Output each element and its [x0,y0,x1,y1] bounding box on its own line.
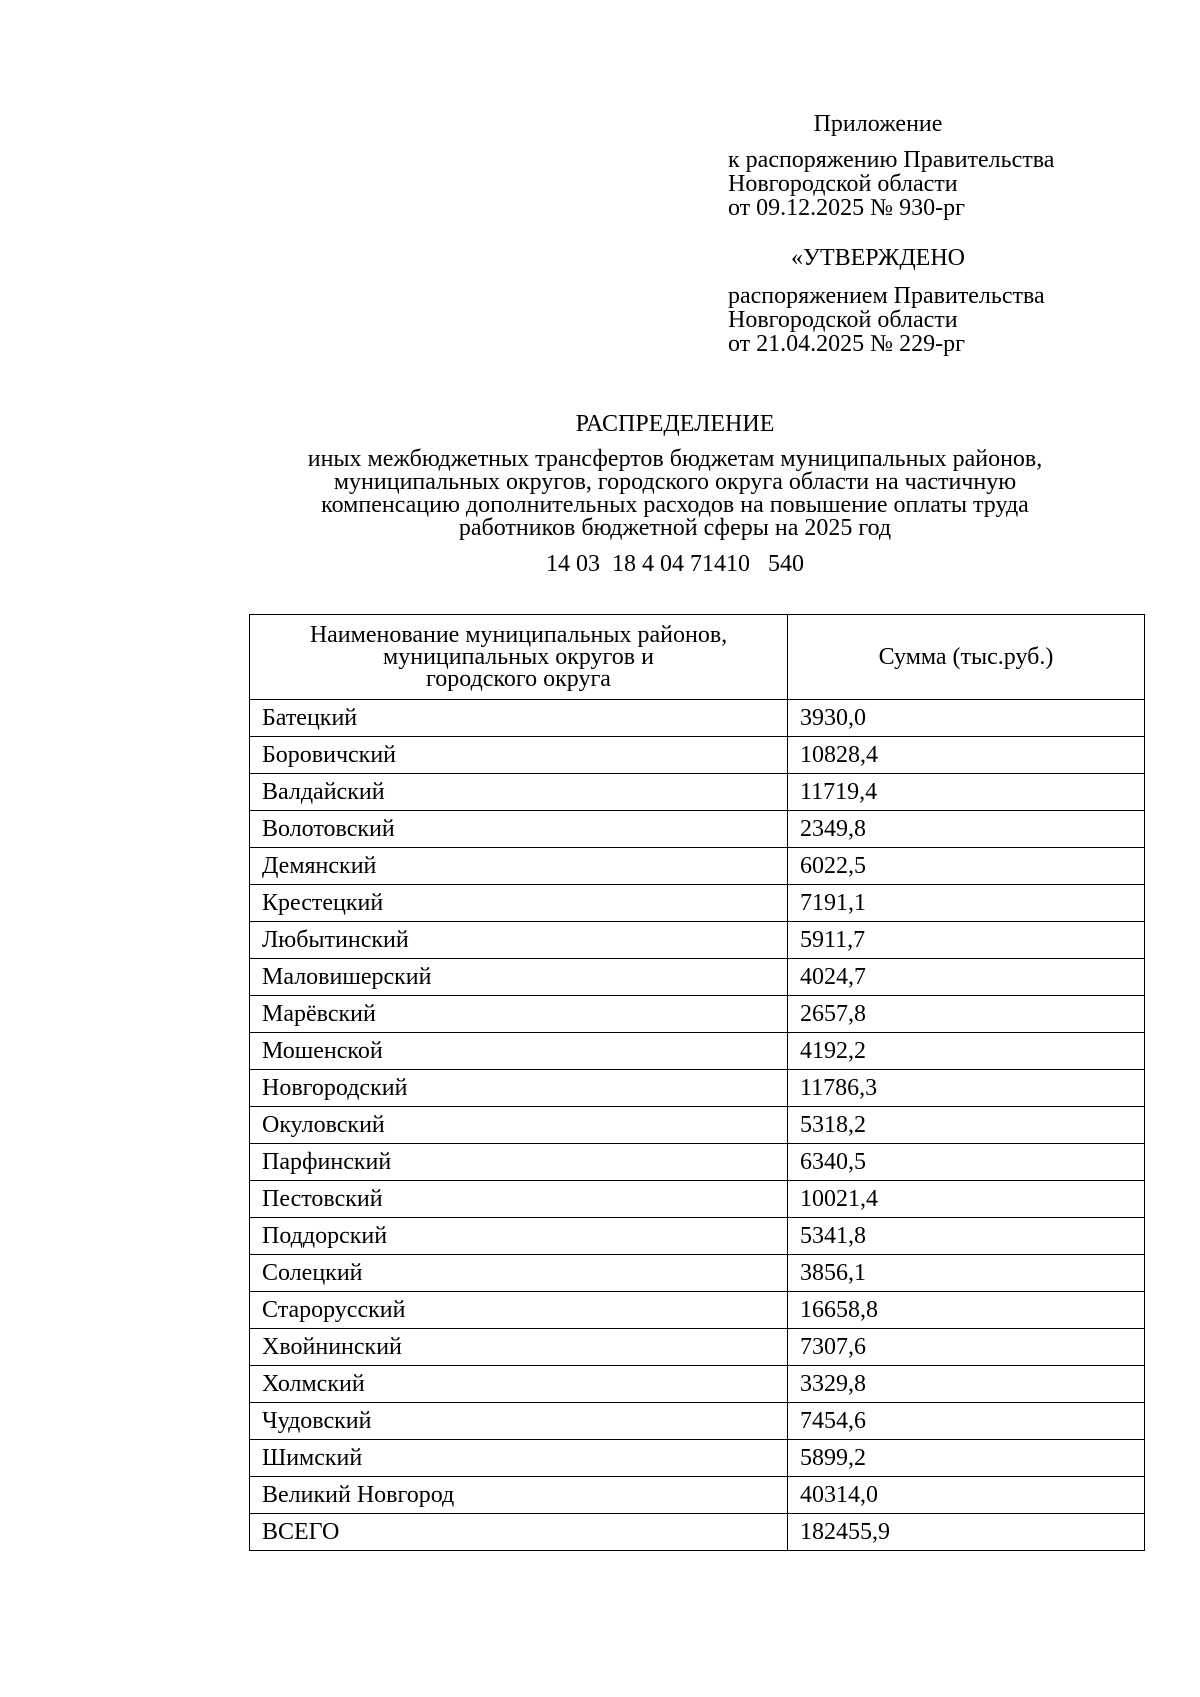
amount-cell: 10021,4 [788,1181,1145,1218]
table-row [250,1218,1145,1255]
appendix-line: Новгородской области [728,171,958,197]
municipality-name-cell: Демянский [250,848,788,885]
amount-cell: 10828,4 [788,737,1145,774]
table-row [250,996,1145,1033]
municipality-name-cell: Мошенской [250,1033,788,1070]
amount-cell: 11719,4 [788,774,1145,811]
appendix-line: от 09.12.2025 № 930-рг [728,195,965,221]
table-row [250,774,1145,811]
table-row [250,1514,1145,1551]
amount-cell: 6022,5 [788,848,1145,885]
amount-cell: 16658,8 [788,1292,1145,1329]
table-row [250,1440,1145,1477]
amount-cell: 3329,8 [788,1366,1145,1403]
table-row [250,1366,1145,1403]
amount-cell: 5341,8 [788,1218,1145,1255]
amount-cell: 3930,0 [788,700,1145,737]
amount-cell: 7454,6 [788,1403,1145,1440]
table-row [250,1255,1145,1292]
amount-cell: 5911,7 [788,922,1145,959]
table-row [250,1329,1145,1366]
approved-title: «УТВЕРЖДЕНО [790,245,966,271]
table-row [250,811,1145,848]
municipality-name-cell: Маловишерский [250,959,788,996]
table-row [250,959,1145,996]
amount-cell: 40314,0 [788,1477,1145,1514]
municipality-name-cell: Великий Новгород [250,1477,788,1514]
column-header-name [250,615,788,700]
table-row [250,1181,1145,1218]
amount-cell: 7307,6 [788,1329,1145,1366]
municipality-name-cell: Любытинский [250,922,788,959]
table-row [250,848,1145,885]
amount-cell: 3856,1 [788,1255,1145,1292]
municipality-name-cell: Батецкий [250,700,788,737]
municipality-name-cell: Волотовский [250,811,788,848]
amount-cell: 11786,3 [788,1070,1145,1107]
amount-cell: 4192,2 [788,1033,1145,1070]
municipality-name-cell: Новгородский [250,1070,788,1107]
subtitle-line: иных межбюджетных трансфертов бюджетам муниципальных районов, [307,446,1043,472]
table-row [250,922,1145,959]
table-header-row [250,615,1145,700]
approved-block [728,242,1168,356]
table-row [250,737,1145,774]
document-title: РАСПРЕДЕЛЕНИЕ [575,411,775,437]
amount-cell: 5318,2 [788,1107,1145,1144]
approved-line: Новгородской области [728,307,958,333]
column-header-name-line: муниципальных округов и [383,644,654,670]
table-row [250,1477,1145,1514]
document-heading [230,412,1120,576]
municipality-name-cell: Холмский [250,1366,788,1403]
appendix-block [728,108,1168,220]
table-row [250,700,1145,737]
municipality-name-cell: Старорусский [250,1292,788,1329]
municipality-name-cell: Валдайский [250,774,788,811]
table-row [250,1144,1145,1181]
column-header-name-line: Наименование муниципальных районов, [309,622,728,648]
subtitle-line: муниципальных округов, городского округа области на частичную [333,469,1017,495]
amount-cell: 2349,8 [788,811,1145,848]
approved-line: распоряжением Правительства [728,283,1045,309]
budget-code: 14 03 18 4 04 71410 540 [546,551,804,577]
municipality-name-cell: Марёвский [250,996,788,1033]
municipality-name-cell: Пестовский [250,1181,788,1218]
distribution-table [249,614,1145,1551]
municipality-name-cell: Шимский [250,1440,788,1477]
municipality-name-cell: Поддорский [250,1218,788,1255]
column-header-name-line: городского округа [426,666,611,692]
amount-cell: 4024,7 [788,959,1145,996]
municipality-name-cell: Парфинский [250,1144,788,1181]
amount-cell: 6340,5 [788,1144,1145,1181]
approved-line: от 21.04.2025 № 229-рг [728,331,965,357]
column-header-sum: Сумма (тыс.руб.) [788,615,1145,700]
amount-cell: 5899,2 [788,1440,1145,1477]
table-row [250,1107,1145,1144]
subtitle-line: компенсацию дополнительных расходов на повышение оплаты труда [321,492,1029,518]
table-row [250,1292,1145,1329]
amount-cell: 2657,8 [788,996,1145,1033]
table-row [250,1403,1145,1440]
municipality-name-cell: ВСЕГО [250,1514,788,1551]
subtitle-line: работников бюджетной сферы на 2025 год [458,515,892,541]
municipality-name-cell: Крестецкий [250,885,788,922]
municipality-name-cell: Хвойнинский [250,1329,788,1366]
table-row [250,1070,1145,1107]
appendix-line: к распоряжению Правительства [728,147,1055,173]
municipality-name-cell: Окуловский [250,1107,788,1144]
amount-cell: 182455,9 [788,1514,1145,1551]
amount-cell: 7191,1 [788,885,1145,922]
table-body [250,700,1145,1551]
municipality-name-cell: Чудовский [250,1403,788,1440]
municipality-name-cell: Солецкий [250,1255,788,1292]
table-row [250,885,1145,922]
municipality-name-cell: Боровичский [250,737,788,774]
table-row [250,1033,1145,1070]
appendix-title: Приложение [813,111,943,137]
